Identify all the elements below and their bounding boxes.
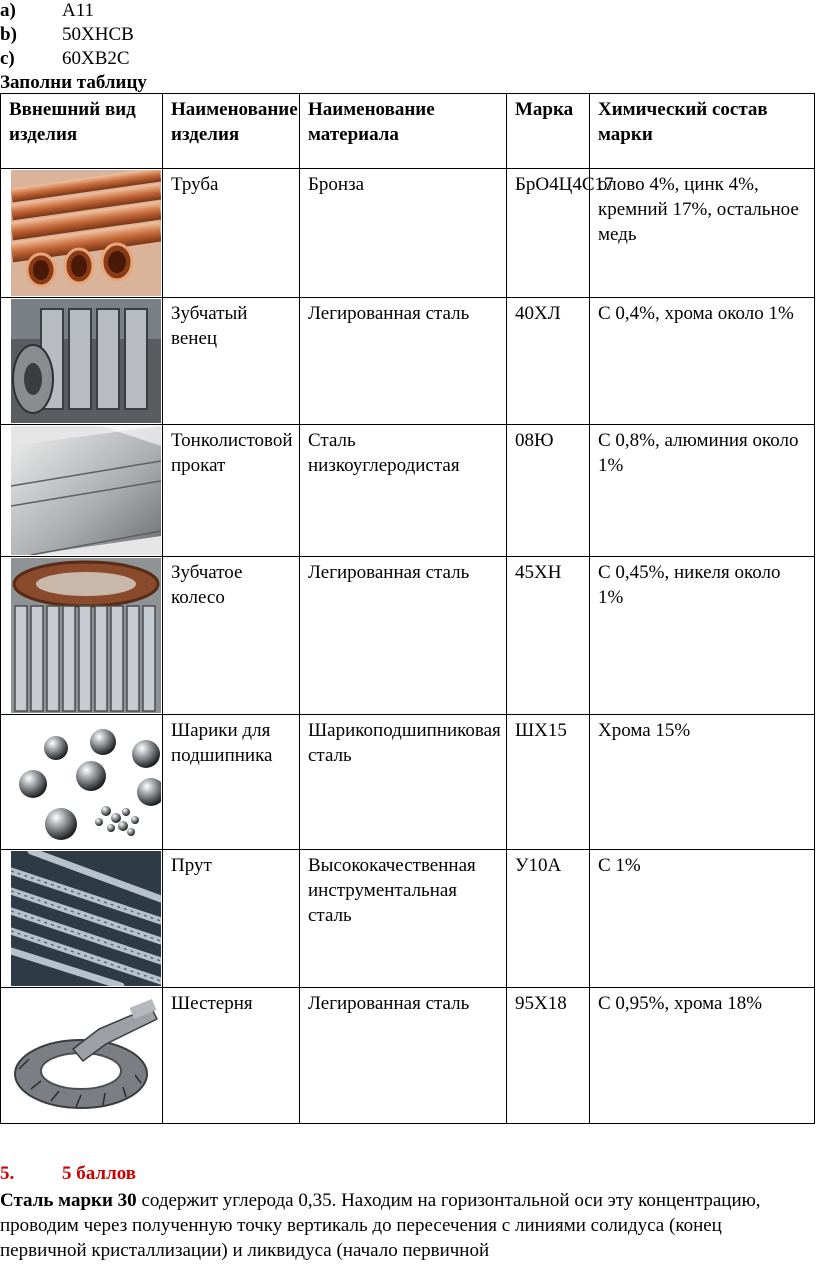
grade-cell: У10А bbox=[507, 850, 590, 988]
grade-cell: ШХ15 bbox=[507, 715, 590, 850]
product-cell: Шарики для подшипника bbox=[163, 715, 300, 850]
option-label: c) bbox=[0, 48, 15, 69]
product-cell: Зубчатый венец bbox=[163, 298, 300, 425]
product-cell: Зубчатое колесо bbox=[163, 557, 300, 715]
option-c bbox=[0, 48, 130, 70]
option-label: b) bbox=[0, 24, 17, 45]
material-cell: Бронза bbox=[300, 169, 507, 298]
appearance-cell bbox=[1, 988, 163, 1124]
material-cell: Сталь низкоуглеродистая bbox=[300, 425, 507, 557]
material-cell: Шарикоподшипниковая сталь bbox=[300, 715, 507, 850]
composition-cell: Хрома 15% bbox=[590, 715, 815, 850]
header-grade: Марка bbox=[507, 94, 590, 169]
header-product: Наименование изделия bbox=[163, 94, 300, 169]
paragraph-bold-start: Сталь марки 30 bbox=[0, 1190, 137, 1211]
grade-cell: 95Х18 bbox=[507, 988, 590, 1124]
grade-cell: БрО4Ц4С17 bbox=[507, 169, 590, 298]
gear-wheel-photo bbox=[11, 558, 161, 713]
question-points: 5 баллов bbox=[62, 1163, 137, 1184]
bevel-gear-photo bbox=[11, 989, 161, 1122]
material-cell: Легированная сталь bbox=[300, 557, 507, 715]
appearance-cell bbox=[1, 715, 163, 850]
option-b bbox=[0, 24, 134, 46]
header-material: Наименование материала bbox=[300, 94, 507, 169]
composition-cell: С 0,95%, хрома 18% bbox=[590, 988, 815, 1124]
gear-rim-photo bbox=[11, 299, 161, 423]
table-row bbox=[1, 425, 815, 557]
materials-table bbox=[0, 93, 815, 1124]
appearance-cell bbox=[1, 850, 163, 988]
question-number: 5. bbox=[0, 1163, 15, 1184]
composition-cell: олово 4%, цинк 4%, кремний 17%, остальное медь bbox=[590, 169, 815, 298]
table-row bbox=[1, 850, 815, 988]
steel-sheets-photo bbox=[11, 426, 161, 555]
bearing-balls-photo bbox=[11, 716, 161, 848]
table-row bbox=[1, 169, 815, 298]
product-cell: Шестерня bbox=[163, 988, 300, 1124]
header-appearance: Ввнешний вид изделия bbox=[1, 94, 163, 169]
appearance-cell bbox=[1, 298, 163, 425]
table-header-row bbox=[1, 94, 815, 169]
composition-cell: С 0,45%, никеля около 1% bbox=[590, 557, 815, 715]
grade-cell: 45ХН bbox=[507, 557, 590, 715]
grade-cell: 40ХЛ bbox=[507, 298, 590, 425]
grade-cell: 08Ю bbox=[507, 425, 590, 557]
table-row bbox=[1, 298, 815, 425]
option-label: a) bbox=[0, 0, 16, 21]
option-value: 60ХВ2С bbox=[62, 48, 130, 69]
table-row bbox=[1, 988, 815, 1124]
product-cell: Тонколистовой прокат bbox=[163, 425, 300, 557]
composition-cell: С 0,4%, хрома около 1% bbox=[590, 298, 815, 425]
appearance-cell bbox=[1, 169, 163, 298]
product-cell: Труба bbox=[163, 169, 300, 298]
composition-cell: С 0,8%, алюминия около 1% bbox=[590, 425, 815, 557]
table-row bbox=[1, 557, 815, 715]
answer-paragraph bbox=[0, 1188, 812, 1263]
question-5-header bbox=[0, 1162, 136, 1186]
header-composition: Химический состав марки bbox=[590, 94, 815, 169]
material-cell: Легированная сталь bbox=[300, 298, 507, 425]
option-value: 50ХНСВ bbox=[62, 24, 134, 45]
composition-cell: С 1% bbox=[590, 850, 815, 988]
rebar-rods-photo bbox=[11, 851, 161, 986]
appearance-cell bbox=[1, 557, 163, 715]
table-row bbox=[1, 715, 815, 850]
option-value: А11 bbox=[62, 0, 95, 21]
copper-pipes-photo bbox=[11, 170, 161, 296]
product-cell: Прут bbox=[163, 850, 300, 988]
option-a bbox=[0, 0, 94, 22]
appearance-cell bbox=[1, 425, 163, 557]
material-cell: Высококачественная инструментальная сталь bbox=[300, 850, 507, 988]
paragraph-text: содержит углерода 0,35. Находим на горизонтальной оси эту концентрацию, проводим через полученную точку вертикаль до пересечения с линиями солидуса (конец первичной кристаллизации) и ликвидуса (начало первичной bbox=[0, 1190, 761, 1261]
material-cell: Легированная сталь bbox=[300, 988, 507, 1124]
table-heading: Заполни таблицу bbox=[0, 72, 147, 93]
